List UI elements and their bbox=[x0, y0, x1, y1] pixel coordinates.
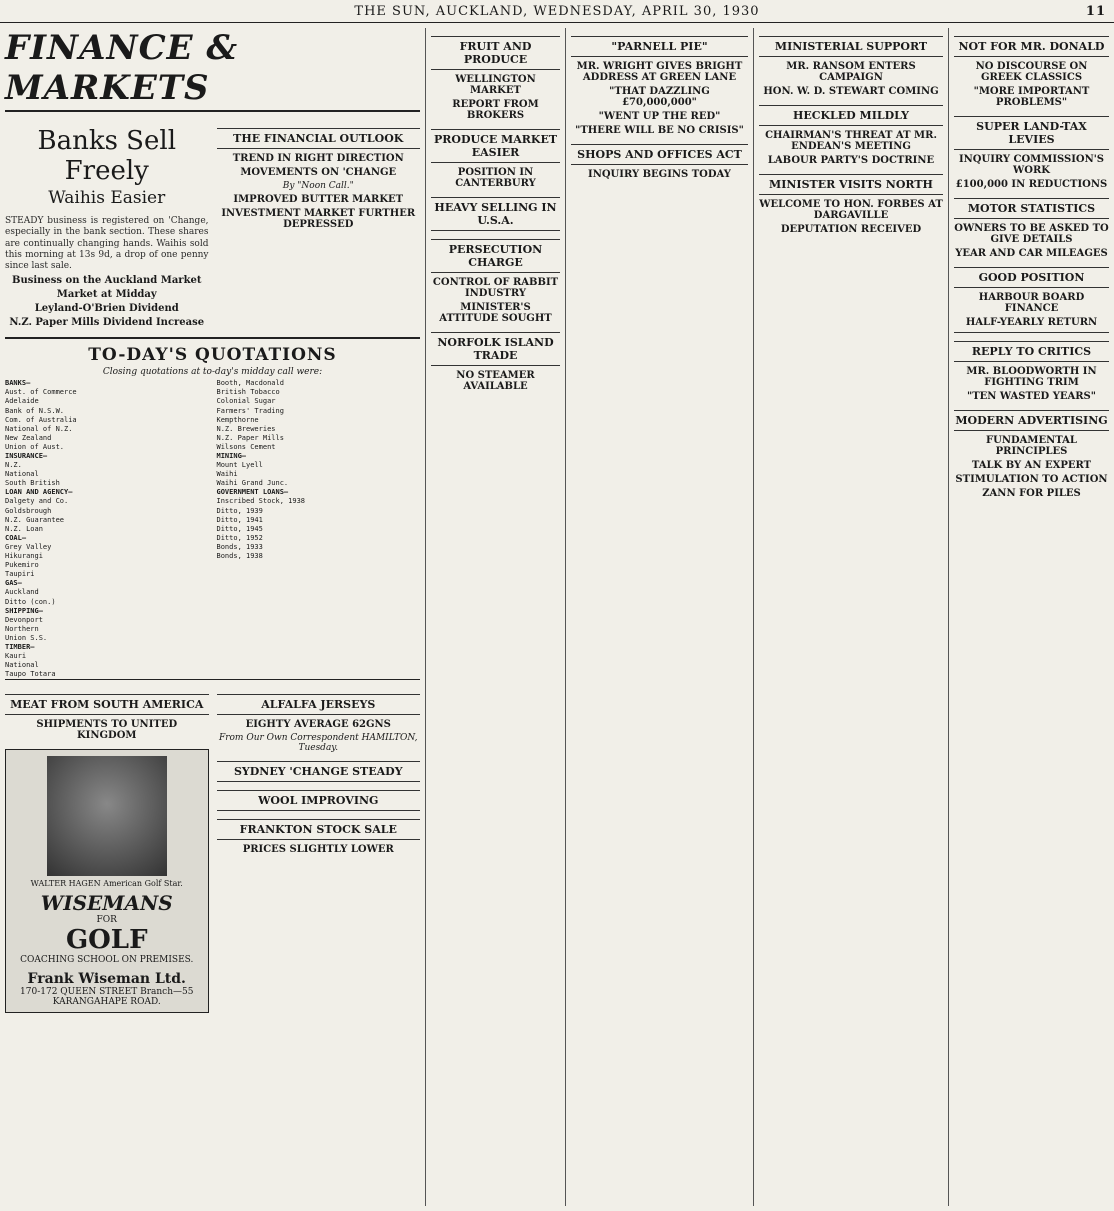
right-column bbox=[948, 28, 1114, 1206]
masthead bbox=[0, 0, 1114, 23]
quotation-row: Ditto, 1939 bbox=[216, 506, 263, 515]
good-position-title: GOOD POSITION bbox=[954, 267, 1109, 288]
quotation-row: Aust. of Commerce bbox=[5, 388, 77, 397]
quotation-row: Dalgety and Co. bbox=[5, 497, 69, 506]
produce-column bbox=[425, 28, 565, 1206]
reply-sub2: "TEN WASTED YEARS" bbox=[967, 391, 1096, 402]
minister-visits-sub: WELCOME TO HON. FORBES AT DARGAVILLE bbox=[759, 199, 943, 221]
quotations-table bbox=[5, 337, 420, 680]
quotation-row: Taupiri bbox=[5, 570, 35, 579]
shops-title: SHOPS AND OFFICES ACT bbox=[571, 144, 748, 165]
sydney-title: SYDNEY 'CHANGE STEADY bbox=[217, 761, 421, 782]
quotation-row: National bbox=[5, 470, 39, 479]
quotation-row: Union of Aust. bbox=[5, 442, 65, 451]
quotation-row: Farmers' Trading bbox=[216, 406, 284, 415]
improved-butter: IMPROVED BUTTER MARKET bbox=[233, 194, 404, 205]
parnell-sub3: "THERE WILL BE NO CRISIS" bbox=[575, 125, 744, 136]
alfalfa-sub: EIGHTY AVERAGE 62GNS bbox=[245, 719, 391, 731]
quotation-row: Grey Valley bbox=[5, 542, 52, 551]
advertising-title: MODERN ADVERTISING bbox=[954, 410, 1109, 431]
ad-for: FOR bbox=[96, 915, 117, 926]
quotation-row: Devonport bbox=[5, 615, 43, 624]
quotation-row: Booth, Macdonald bbox=[216, 379, 284, 388]
meat-sub: SHIPMENTS TO UNITED KINGDOM bbox=[36, 719, 178, 742]
meat-title: MEAT FROM SOUTH AMERICA bbox=[5, 694, 209, 715]
parnell-sub2: "THAT DAZZLING £70,000,000" bbox=[609, 86, 710, 108]
quotations-note: Closing quotations at to-day's midday call were: bbox=[102, 367, 323, 378]
sub-dairy: Leyland-O'Brien Dividend bbox=[34, 303, 179, 315]
quotation-row: N.Z. bbox=[5, 461, 22, 470]
persecution-title: PERSECUTION CHARGE bbox=[431, 239, 560, 273]
quotation-row: Mount Lyell bbox=[216, 461, 263, 470]
quotation-row: Waihi bbox=[216, 470, 238, 479]
ad-caption: WALTER HAGEN American Golf Star. bbox=[30, 879, 183, 889]
parnell-sub1: MR. WRIGHT GIVES BRIGHT ADDRESS AT GREEN LANE bbox=[576, 61, 743, 83]
norfolk-sub: NO STEAMER AVAILABLE bbox=[456, 370, 535, 392]
quotation-row: Hikurangi bbox=[5, 552, 43, 561]
investment-market: INVESTMENT MARKET FURTHER DEPRESSED bbox=[221, 208, 416, 230]
quotation-row: SHIPPING— bbox=[5, 606, 43, 615]
sub-market: Business on the Auckland Market bbox=[12, 275, 202, 287]
quotation-row: Com. of Australia bbox=[5, 415, 77, 424]
quotation-row: British Tobacco bbox=[216, 388, 280, 397]
quotation-row: N.Z. Loan bbox=[5, 524, 43, 533]
produce-title: PRODUCE MARKET EASIER bbox=[431, 129, 560, 163]
landtax-sub1: INQUIRY COMMISSION'S WORK bbox=[958, 154, 1105, 176]
quotation-row: INSURANCE— bbox=[5, 452, 48, 460]
quotation-row: Union S.S. bbox=[5, 633, 48, 642]
quotation-row: Ditto, 1952 bbox=[216, 533, 263, 542]
ad-line: COACHING SCHOOL ON PREMISES. bbox=[20, 955, 194, 966]
ad-firm: Frank Wiseman Ltd. bbox=[27, 971, 186, 988]
quotation-row: GAS— bbox=[5, 579, 22, 588]
wiseman-advertisement bbox=[5, 749, 209, 1013]
motor-title: MOTOR STATISTICS bbox=[954, 198, 1109, 219]
sub-paper: N.Z. Paper Mills Dividend Increase bbox=[9, 317, 205, 329]
fruit-title: FRUIT AND PRODUCE bbox=[431, 36, 560, 70]
stimulation-sub: STIMULATION TO ACTION bbox=[955, 474, 1108, 485]
wool-title: WOOL IMPROVING bbox=[217, 790, 421, 811]
deputation-sub: DEPUTATION RECEIVED bbox=[780, 224, 922, 235]
quotation-row: BANKS— bbox=[5, 379, 31, 388]
donald-sub1: NO DISCOURSE ON GREEK CLASSICS bbox=[975, 61, 1088, 83]
subhead: Waihis Easier bbox=[48, 188, 166, 208]
outlook-sub2: MOVEMENTS ON 'CHANGE bbox=[240, 167, 397, 178]
reply-title: REPLY TO CRITICS bbox=[954, 341, 1109, 362]
quotation-row: MINING— bbox=[216, 452, 247, 460]
quotation-row: N.Z. Guarantee bbox=[5, 515, 65, 524]
landtax-title: SUPER LAND-TAX LEVIES bbox=[954, 116, 1109, 150]
quotation-row: Adelaide bbox=[5, 397, 39, 406]
quotation-row: Bank of N.S.W. bbox=[5, 406, 65, 415]
quotation-row: LOAN AND AGENCY— bbox=[5, 488, 73, 497]
quotation-row: National of N.Z. bbox=[5, 424, 73, 433]
reply-sub1: MR. BLOODWORTH IN FIGHTING TRIM bbox=[966, 366, 1097, 388]
alfalfa-title: ALFALFA JERSEYS bbox=[217, 694, 421, 715]
quotation-row: Waihi Grand Junc. bbox=[216, 479, 289, 488]
advertising-sub1: FUNDAMENTAL PRINCIPLES bbox=[986, 435, 1077, 457]
ad-brand: WISEMANS bbox=[40, 891, 173, 916]
quotation-row: GOVERNMENT LOANS— bbox=[216, 488, 289, 497]
outlook-title: THE FINANCIAL OUTLOOK bbox=[217, 128, 421, 149]
ministerial-column bbox=[753, 28, 948, 1206]
motor-sub2: YEAR AND CAR MILEAGES bbox=[955, 248, 1108, 259]
quotations-right bbox=[217, 379, 421, 679]
advertising-sub2: TALK BY AN EXPERT bbox=[971, 460, 1092, 471]
quotations-left bbox=[5, 379, 209, 679]
frankton-sub: PRICES SLIGHTLY LOWER bbox=[242, 844, 394, 856]
norfolk-title: NORFOLK ISLAND TRADE bbox=[431, 332, 560, 366]
ad-golf: GOLF bbox=[65, 925, 148, 956]
quotation-row: National bbox=[5, 661, 39, 670]
fruit-sub1: WELLINGTON MARKET bbox=[455, 74, 536, 96]
quotation-row: New Zealand bbox=[5, 433, 52, 442]
quotation-row: Ditto, 1941 bbox=[216, 515, 263, 524]
ministerial-sub1: MR. RANSOM ENTERS CAMPAIGN bbox=[786, 61, 916, 83]
quotation-row: Taupo Totara bbox=[5, 670, 56, 679]
quotations-title: TO-DAY'S QUOTATIONS bbox=[88, 345, 337, 366]
zann-sub: ZANN FOR PILES bbox=[982, 488, 1081, 499]
quotation-row: Kauri bbox=[5, 652, 27, 661]
parnell-title: "PARNELL PIE" bbox=[571, 36, 748, 57]
quotation-row: N.Z. Paper Mills bbox=[216, 433, 284, 442]
quotation-row: TIMBER— bbox=[5, 642, 35, 651]
quotation-row: Inscribed Stock, 1938 bbox=[216, 497, 306, 506]
heckled-title: HECKLED MILDLY bbox=[759, 105, 943, 126]
minister-sub: MINISTER'S ATTITUDE SOUGHT bbox=[439, 302, 552, 324]
donald-title: NOT FOR MR. DONALD bbox=[954, 36, 1109, 57]
finance-column bbox=[0, 28, 425, 1206]
quotation-row: COAL— bbox=[5, 533, 27, 542]
golfer-photo bbox=[47, 756, 167, 876]
quotation-row: Ditto (con.) bbox=[5, 597, 56, 606]
ad-address: 170-172 QUEEN STREET Branch—55 KARANGAHAPE ROAD. bbox=[20, 987, 194, 1008]
quotation-row: N.Z. Breweries bbox=[216, 424, 276, 433]
outlook-sub: TREND IN RIGHT DIRECTION bbox=[232, 153, 404, 164]
quotation-row: Wilsons Cement bbox=[216, 442, 276, 451]
lead-text: STEADY business is registered on 'Change, especially in the bank section. These shares are continually changing hands. Waihis sold this morning at 13s 9d, a drop of one penny since last sale. bbox=[5, 216, 209, 271]
quotation-row: Ditto, 1945 bbox=[216, 524, 263, 533]
heckled-sub2: LABOUR PARTY'S DOCTRINE bbox=[767, 155, 935, 166]
fruit-sub2: REPORT FROM BROKERS bbox=[452, 99, 539, 121]
usa-title: HEAVY SELLING IN U.S.A. bbox=[431, 197, 560, 231]
outlook-byline: By "Noon Call." bbox=[282, 181, 354, 191]
motor-sub1: OWNERS TO BE ASKED TO GIVE DETAILS bbox=[954, 223, 1109, 245]
parnell-column bbox=[565, 28, 753, 1206]
quotation-row: Bonds, 1938 bbox=[216, 552, 263, 561]
sub-melb: Market at Midday bbox=[56, 289, 157, 301]
quotation-row: Auckland bbox=[5, 588, 39, 597]
heckled-sub1: CHAIRMAN'S THREAT AT MR. ENDEAN'S MEETING bbox=[765, 130, 937, 152]
quotation-row: Colonial Sugar bbox=[216, 397, 276, 406]
harbour-sub1: HARBOUR BOARD FINANCE bbox=[978, 292, 1085, 314]
donald-sub2: "MORE IMPORTANT PROBLEMS" bbox=[973, 86, 1090, 108]
quotation-row: Pukemiro bbox=[5, 561, 39, 570]
quotation-row: Bonds, 1933 bbox=[216, 542, 263, 551]
quotation-row: Goldsbrough bbox=[5, 506, 52, 515]
page-number: 11 bbox=[1085, 4, 1106, 19]
section-title: FINANCE & MARKETS bbox=[5, 28, 420, 112]
masthead-title: THE SUN, AUCKLAND, WEDNESDAY, APRIL 30, 1930 bbox=[354, 4, 760, 19]
parnell-sub4: "WENT UP THE RED" bbox=[598, 111, 721, 122]
quotation-row: Northern bbox=[5, 624, 39, 633]
quotation-row: South British bbox=[5, 479, 60, 488]
frankton-title: FRANKTON STOCK SALE bbox=[217, 819, 421, 840]
headline: Banks Sell Freely bbox=[37, 126, 177, 186]
ministerial-sub2: HON. W. D. STEWART COMING bbox=[763, 86, 939, 97]
ministerial-title: MINISTERIAL SUPPORT bbox=[759, 36, 943, 57]
landtax-sub2: £100,000 IN REDUCTIONS bbox=[955, 179, 1108, 190]
shops-sub: INQUIRY BEGINS TODAY bbox=[588, 169, 731, 180]
alfalfa-dateline: From Our Own Correspondent HAMILTON, Tuesday. bbox=[218, 733, 418, 754]
harbour-sub2: HALF-YEARLY RETURN bbox=[965, 317, 1098, 328]
quotation-row: Kempthorne bbox=[216, 415, 259, 424]
rabbit-sub: CONTROL OF RABBIT INDUSTRY bbox=[432, 277, 559, 299]
produce-sub: POSITION IN CANTERBURY bbox=[455, 167, 536, 189]
minister-visits-title: MINISTER VISITS NORTH bbox=[759, 174, 943, 195]
